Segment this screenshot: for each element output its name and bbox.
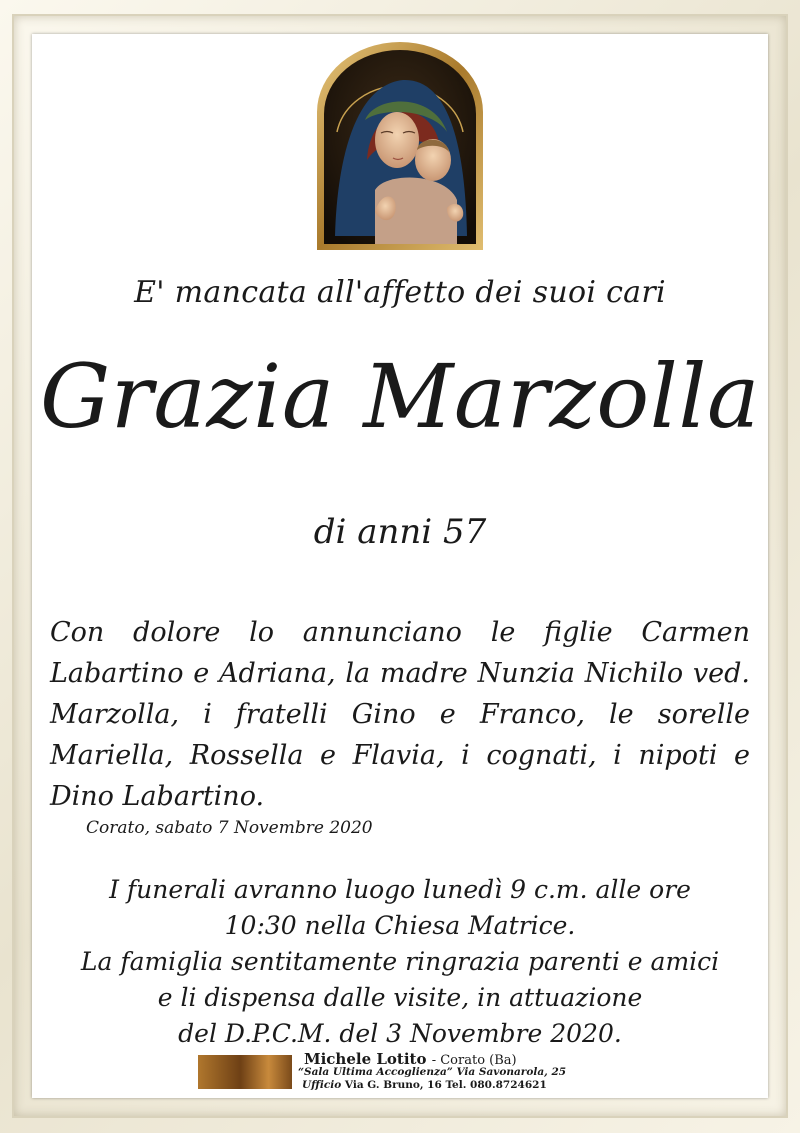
office-line bbox=[302, 1079, 547, 1091]
office-label: Ufficio bbox=[302, 1079, 342, 1091]
hall-line bbox=[298, 1066, 566, 1078]
funeral-info bbox=[0, 872, 800, 1052]
company-name: Michele Lotito bbox=[304, 1050, 427, 1068]
age-line: di anni 57 bbox=[313, 512, 487, 552]
office-address: Via G. Bruno, 16 bbox=[344, 1079, 442, 1091]
deceased-name: Grazia Marzolla bbox=[39, 345, 760, 448]
announcement-text: Con dolore lo annunciano le figlie Carmen Labartino e Adriana, la madre Nunzia Nichilo ved. Marzolla, i fratelli Gino e Franco, le sorelle Mariella, Rossella e Flavia, i cognati, i nipoti e Dino Labartino. bbox=[50, 617, 750, 812]
phone-number: 080.8724621 bbox=[470, 1079, 547, 1091]
funeral-line: e li dispensa dalle visite, in attuazione bbox=[157, 983, 643, 1012]
funeral-line: La famiglia sentitamente ringrazia parenti e amici bbox=[80, 947, 720, 976]
company-place: - Corato (Ba) bbox=[431, 1053, 517, 1068]
intro-line: E' mancata all'affetto dei suoi cari bbox=[134, 275, 666, 310]
funeral-line: 10:30 nella Chiesa Matrice. bbox=[224, 911, 576, 940]
funeral-line: I funerali avranno luogo lunedì 9 c.m. alle ore bbox=[109, 875, 691, 904]
funeral-line: del D.P.C.M. del 3 Novembre 2020. bbox=[178, 1019, 622, 1048]
funeral-home-photo bbox=[198, 1055, 292, 1089]
madonna-and-child-icon bbox=[315, 40, 485, 252]
hall-address: Via Savonarola, 25 bbox=[456, 1066, 567, 1078]
funeral-home-footer bbox=[198, 1052, 618, 1092]
place-date: Corato, sabato 7 Novembre 2020 bbox=[86, 818, 373, 838]
phone-label: Tel. bbox=[445, 1079, 467, 1091]
hall-name: “Sala Ultima Accoglienza” bbox=[298, 1066, 453, 1078]
